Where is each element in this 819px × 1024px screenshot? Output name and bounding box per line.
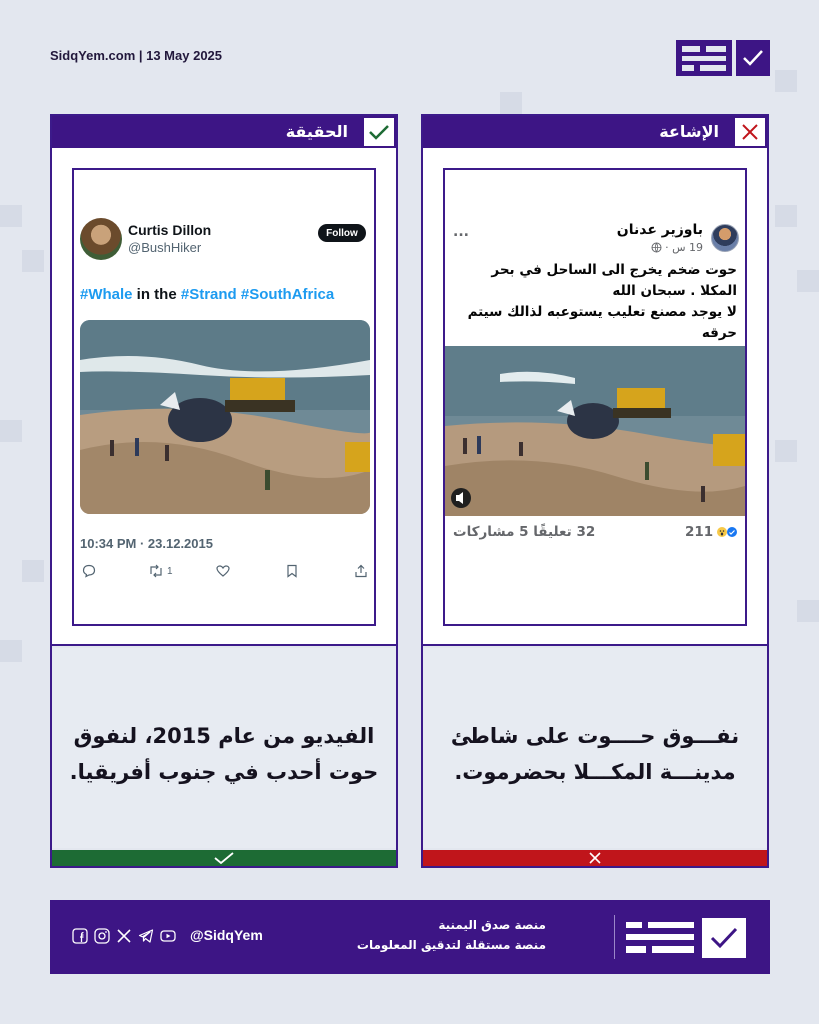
decor-pixel <box>22 560 44 582</box>
social-links <box>72 928 176 944</box>
reply-icon[interactable] <box>82 562 96 580</box>
tweet-text <box>80 286 334 303</box>
truth-caption-line1: الفيديو من عام 2015، لنفوق <box>73 724 375 748</box>
truth-panel-header <box>52 116 396 148</box>
hashtag-southafrica[interactable]: #SouthAfrica <box>240 286 335 303</box>
retweet-button[interactable] <box>148 562 173 580</box>
rumor-caption <box>433 718 757 790</box>
post-text-line4: حرقه <box>701 325 737 341</box>
decor-pixel <box>797 270 819 292</box>
post-text <box>453 260 737 344</box>
post-text-line2: المكلا . سبحان الله <box>612 283 737 299</box>
cross-icon <box>735 118 765 146</box>
rumor-bottom-bar <box>423 850 767 866</box>
footer-divider <box>614 915 615 959</box>
x-icon[interactable] <box>116 928 132 944</box>
globe-icon <box>651 242 662 253</box>
decor-pixel <box>775 440 797 462</box>
sidq-logo-icon <box>626 918 746 958</box>
truth-bottom-bar <box>52 850 396 866</box>
tweet-header <box>80 218 370 262</box>
instagram-icon[interactable] <box>94 928 110 944</box>
post-stats <box>453 524 737 544</box>
rumor-caption-line2: مدينـــة المكـــلا بحضرموت. <box>454 760 736 784</box>
tweet-author-name[interactable]: Curtis Dillon <box>128 222 212 238</box>
rumor-title: الإشاعة <box>659 122 719 141</box>
tweet-timestamp: 10:34 PM · 23.12.2015 <box>80 536 213 551</box>
cross-icon <box>588 852 602 864</box>
tweet-author-handle[interactable]: @BushHiker <box>128 240 202 255</box>
post-time: 19 س · <box>665 241 703 254</box>
truth-title: الحقيقة <box>285 122 348 141</box>
social-handle[interactable]: @SidqYem <box>190 927 263 943</box>
truth-caption-area <box>52 648 396 848</box>
post-text-line3: لا يوجد مصنع تعليب يستوعبه لذالك سيتم <box>467 304 737 320</box>
rumor-panel-header <box>423 116 767 148</box>
decor-pixel <box>775 205 797 227</box>
youtube-icon[interactable] <box>160 928 176 944</box>
avatar[interactable] <box>80 218 122 260</box>
retweet-count: 1 <box>167 565 173 577</box>
avatar[interactable] <box>711 224 739 252</box>
date-line: SidqYem.com | 13 May 2025 <box>50 48 223 63</box>
tweet-text-mid: in the <box>132 286 181 303</box>
rumor-screenshot-area <box>423 148 767 646</box>
rumor-caption-area <box>423 648 767 848</box>
sidq-logo-icon <box>676 40 770 76</box>
decor-pixel <box>797 600 819 622</box>
check-icon <box>213 852 235 864</box>
reactions[interactable] <box>685 524 738 540</box>
tweet-actions <box>80 562 372 582</box>
post-meta <box>651 241 703 254</box>
rumor-caption-line1: نفـــوق حــــوت على شاطئ <box>450 724 740 748</box>
decor-pixel <box>775 70 797 92</box>
rumor-panel <box>421 114 769 868</box>
decor-pixel <box>0 420 22 442</box>
follow-button[interactable]: Follow <box>318 224 366 242</box>
reactions-count: 211 <box>685 524 714 540</box>
decor-pixel <box>500 92 522 114</box>
more-options-icon[interactable]: ... <box>453 224 469 240</box>
bookmark-icon[interactable] <box>286 562 298 580</box>
post-text-line1: حوت ضخم يخرج الى الساحل في بحر <box>491 262 737 278</box>
post-author-name[interactable]: باوزير عدنان <box>616 222 703 238</box>
truth-screenshot-area <box>52 148 396 646</box>
footer-title: منصة صدق اليمنية <box>438 918 546 932</box>
tweet-card <box>72 168 376 626</box>
hashtag-whale[interactable]: #Whale <box>80 286 133 303</box>
retweet-icon <box>148 564 164 578</box>
decor-pixel <box>0 640 22 662</box>
telegram-icon[interactable] <box>138 928 154 944</box>
truth-caption <box>62 718 386 790</box>
facebook-post-card <box>443 168 747 626</box>
facebook-icon[interactable] <box>72 928 88 944</box>
hashtag-strand[interactable]: #Strand <box>180 286 237 303</box>
footer-subtitle: منصة مستقلة لتدقيق المعلومات <box>356 938 546 952</box>
truth-caption-line2: حوت أحدب في جنوب أفريقيا. <box>69 760 379 784</box>
tweet-video-thumbnail[interactable] <box>80 320 370 514</box>
post-header <box>449 222 739 262</box>
check-icon <box>364 118 394 146</box>
decor-pixel <box>22 250 44 272</box>
share-icon[interactable] <box>354 562 368 580</box>
footer <box>50 900 770 974</box>
truth-panel <box>50 114 398 868</box>
post-video[interactable] <box>445 346 745 516</box>
decor-pixel <box>0 205 22 227</box>
comments-shares[interactable]: 32 تعليقًا 5 مشاركات <box>453 524 596 540</box>
reaction-emoji-icon <box>716 526 738 538</box>
like-icon[interactable] <box>216 562 230 580</box>
